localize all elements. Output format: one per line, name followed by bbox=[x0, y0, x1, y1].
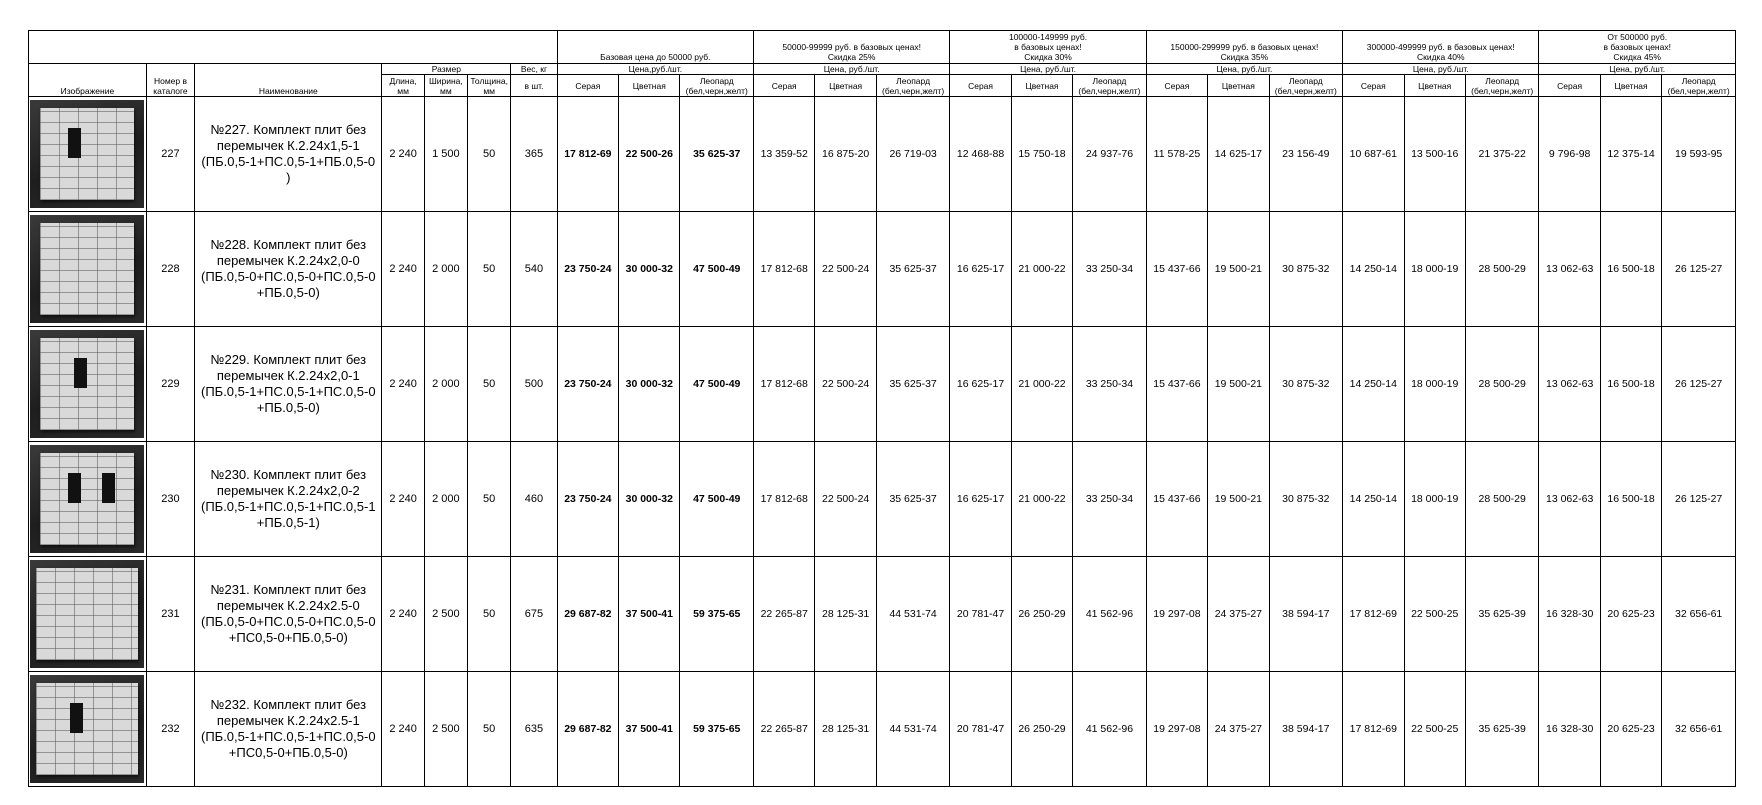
price-cell: 59 375-65 bbox=[680, 672, 754, 787]
product-name: №231. Комплект плит без перемычек К.2.24x2.5-0 (ПБ.0,5-0+ПС.0,5-0+ПС.0,5-0 +ПС0,5-0+ПБ.0,5-0) bbox=[195, 557, 382, 672]
price-cell: 44 531-74 bbox=[876, 557, 950, 672]
product-photo-cell bbox=[29, 557, 147, 672]
catalog-number: 229 bbox=[146, 327, 194, 442]
price-group-header: Базовая цена до 50000 руб. bbox=[557, 31, 753, 64]
price-cell: 41 562-96 bbox=[1073, 557, 1147, 672]
width-value: 1 500 bbox=[424, 97, 467, 212]
catalog-number: 227 bbox=[146, 97, 194, 212]
price-cell: 35 625-37 bbox=[680, 97, 754, 212]
width-value: 2 500 bbox=[424, 672, 467, 787]
price-cell: 22 265-87 bbox=[754, 557, 815, 672]
table-row bbox=[29, 672, 1736, 787]
catalog-number: 228 bbox=[146, 212, 194, 327]
price-cell: 22 500-26 bbox=[619, 97, 680, 212]
price-cell: 15 437-66 bbox=[1146, 442, 1207, 557]
color-header-colored: Цветная bbox=[619, 75, 680, 97]
color-header-grey: Серая bbox=[557, 75, 618, 97]
price-group-header: От 500000 руб. в базовых ценах! Скидка 45% bbox=[1539, 31, 1736, 64]
product-name: №228. Комплект плит без перемычек К.2.24x2,0-0 (ПБ.0,5-0+ПС.0,5-0+ПС.0,5-0 +ПБ.0,5-0) bbox=[195, 212, 382, 327]
catalog-number: 230 bbox=[146, 442, 194, 557]
price-unit-header: Цена, руб./шт. bbox=[1146, 64, 1342, 75]
price-cell: 24 937-76 bbox=[1073, 97, 1147, 212]
price-cell: 21 000-22 bbox=[1011, 327, 1072, 442]
price-cell: 16 328-30 bbox=[1539, 557, 1600, 672]
header-size: Размер bbox=[382, 64, 511, 75]
color-header-colored: Цветная bbox=[1404, 75, 1465, 97]
width-value: 2 000 bbox=[424, 327, 467, 442]
header-name: Наименование bbox=[195, 64, 382, 97]
price-cell: 13 062-63 bbox=[1539, 442, 1600, 557]
price-cell: 20 625-23 bbox=[1600, 557, 1661, 672]
price-cell: 21 375-22 bbox=[1465, 97, 1539, 212]
price-cell: 38 594-17 bbox=[1269, 557, 1343, 672]
table-row bbox=[29, 442, 1736, 557]
price-unit-header: Цена, руб./шт. bbox=[950, 64, 1146, 75]
price-cell: 35 625-39 bbox=[1465, 672, 1539, 787]
thickness-value: 50 bbox=[468, 212, 511, 327]
product-photo-cell bbox=[29, 672, 147, 787]
weight-value: 635 bbox=[511, 672, 557, 787]
thickness-value: 50 bbox=[468, 672, 511, 787]
price-cell: 28 125-31 bbox=[815, 672, 876, 787]
price-cell: 26 719-03 bbox=[876, 97, 950, 212]
price-cell: 30 000-32 bbox=[619, 327, 680, 442]
price-cell: 16 500-18 bbox=[1600, 212, 1661, 327]
product-name: №229. Комплект плит без перемычек К.2.24x2,0-1 (ПБ.0,5-1+ПС.0,5-1+ПС.0,5-0 +ПБ.0,5-0) bbox=[195, 327, 382, 442]
price-unit-header: Цена, руб./шт. bbox=[754, 64, 950, 75]
color-header-leopard: Леопард (бел,черн,желт) bbox=[876, 75, 950, 97]
table-row bbox=[29, 327, 1736, 442]
product-name: №232. Комплект плит без перемычек К.2.24x2.5-1 (ПБ.0,5-1+ПС.0,5-1+ПС.0,5-0 +ПС0,5-0+ПБ.0,5-0) bbox=[195, 672, 382, 787]
price-cell: 32 656-61 bbox=[1662, 672, 1736, 787]
price-cell: 35 625-37 bbox=[876, 212, 950, 327]
color-header-colored: Цветная bbox=[1011, 75, 1072, 97]
price-cell: 41 562-96 bbox=[1073, 672, 1147, 787]
thickness-value: 50 bbox=[468, 557, 511, 672]
price-cell: 20 625-23 bbox=[1600, 672, 1661, 787]
price-group-header: 100000-149999 руб. в базовых ценах! Скидка 30% bbox=[950, 31, 1146, 64]
color-header-leopard: Леопард (бел,черн,желт) bbox=[1662, 75, 1736, 97]
thickness-value: 50 bbox=[468, 97, 511, 212]
price-cell: 29 687-82 bbox=[557, 672, 618, 787]
price-cell: 19 500-21 bbox=[1208, 442, 1269, 557]
product-photo bbox=[30, 100, 144, 208]
price-cell: 37 500-41 bbox=[619, 557, 680, 672]
price-cell: 19 593-95 bbox=[1662, 97, 1736, 212]
price-cell: 16 500-18 bbox=[1600, 327, 1661, 442]
price-cell: 35 625-37 bbox=[876, 327, 950, 442]
price-cell: 35 625-37 bbox=[876, 442, 950, 557]
product-photo bbox=[30, 330, 144, 438]
price-cell: 24 375-27 bbox=[1208, 672, 1269, 787]
price-cell: 14 250-14 bbox=[1343, 212, 1404, 327]
color-header-colored: Цветная bbox=[1600, 75, 1661, 97]
table-row bbox=[29, 212, 1736, 327]
price-cell: 16 625-17 bbox=[950, 442, 1011, 557]
price-cell: 19 500-21 bbox=[1208, 212, 1269, 327]
price-cell: 29 687-82 bbox=[557, 557, 618, 672]
width-value: 2 000 bbox=[424, 442, 467, 557]
length-value: 2 240 bbox=[382, 327, 424, 442]
price-cell: 30 000-32 bbox=[619, 442, 680, 557]
price-cell: 13 500-16 bbox=[1404, 97, 1465, 212]
product-photo-cell bbox=[29, 442, 147, 557]
price-cell: 20 781-47 bbox=[950, 557, 1011, 672]
price-cell: 15 437-66 bbox=[1146, 212, 1207, 327]
price-cell: 26 125-27 bbox=[1662, 212, 1736, 327]
price-unit-header: Цена,руб./шт. bbox=[557, 64, 753, 75]
header-width: Ширина, мм bbox=[424, 75, 467, 97]
price-cell: 19 500-21 bbox=[1208, 327, 1269, 442]
color-header-leopard: Леопард (бел,черн,желт) bbox=[1073, 75, 1147, 97]
price-cell: 14 625-17 bbox=[1208, 97, 1269, 212]
width-value: 2 000 bbox=[424, 212, 467, 327]
price-cell: 18 000-19 bbox=[1404, 442, 1465, 557]
price-cell: 17 812-68 bbox=[754, 212, 815, 327]
price-cell: 18 000-19 bbox=[1404, 212, 1465, 327]
price-cell: 16 625-17 bbox=[950, 212, 1011, 327]
length-value: 2 240 bbox=[382, 672, 424, 787]
price-cell: 15 750-18 bbox=[1011, 97, 1072, 212]
price-cell: 22 500-25 bbox=[1404, 672, 1465, 787]
price-cell: 13 062-63 bbox=[1539, 327, 1600, 442]
color-header-grey: Серая bbox=[1146, 75, 1207, 97]
price-cell: 17 812-69 bbox=[557, 97, 618, 212]
weight-value: 500 bbox=[511, 327, 557, 442]
price-cell: 26 125-27 bbox=[1662, 442, 1736, 557]
weight-value: 460 bbox=[511, 442, 557, 557]
header-weight-unit: в шт. bbox=[511, 75, 557, 97]
color-header-grey: Серая bbox=[754, 75, 815, 97]
price-cell: 30 875-32 bbox=[1269, 442, 1343, 557]
price-cell: 26 250-29 bbox=[1011, 557, 1072, 672]
price-cell: 28 500-29 bbox=[1465, 442, 1539, 557]
thickness-value: 50 bbox=[468, 327, 511, 442]
weight-value: 675 bbox=[511, 557, 557, 672]
price-cell: 16 500-18 bbox=[1600, 442, 1661, 557]
product-photo-cell bbox=[29, 212, 147, 327]
price-cell: 21 000-22 bbox=[1011, 212, 1072, 327]
catalog-number: 231 bbox=[146, 557, 194, 672]
price-cell: 38 594-17 bbox=[1269, 672, 1343, 787]
product-photo bbox=[30, 675, 144, 783]
price-cell: 23 156-49 bbox=[1269, 97, 1343, 212]
header-length: Длина, мм bbox=[382, 75, 424, 97]
price-cell: 19 297-08 bbox=[1146, 672, 1207, 787]
price-cell: 32 656-61 bbox=[1662, 557, 1736, 672]
price-cell: 33 250-34 bbox=[1073, 212, 1147, 327]
price-cell: 16 328-30 bbox=[1539, 672, 1600, 787]
price-cell: 47 500-49 bbox=[680, 212, 754, 327]
price-cell: 13 359-52 bbox=[754, 97, 815, 212]
color-header-colored: Цветная bbox=[815, 75, 876, 97]
price-cell: 22 265-87 bbox=[754, 672, 815, 787]
product-photo bbox=[30, 215, 144, 323]
product-name: №230. Комплект плит без перемычек К.2.24x2,0-2 (ПБ.0,5-1+ПС.0,5-1+ПС.0,5-1 +ПБ.0,5-1) bbox=[195, 442, 382, 557]
price-cell: 21 000-22 bbox=[1011, 442, 1072, 557]
price-cell: 17 812-69 bbox=[1343, 672, 1404, 787]
color-header-leopard: Леопард (бел,черн,желт) bbox=[680, 75, 754, 97]
price-cell: 10 687-61 bbox=[1343, 97, 1404, 212]
length-value: 2 240 bbox=[382, 442, 424, 557]
price-table bbox=[28, 30, 1736, 787]
price-cell: 33 250-34 bbox=[1073, 327, 1147, 442]
header-image: Изображение bbox=[29, 64, 147, 97]
price-cell: 22 500-24 bbox=[815, 212, 876, 327]
price-cell: 28 125-31 bbox=[815, 557, 876, 672]
price-cell: 22 500-24 bbox=[815, 327, 876, 442]
price-cell: 23 750-24 bbox=[557, 327, 618, 442]
product-photo bbox=[30, 560, 144, 668]
price-cell: 20 781-47 bbox=[950, 672, 1011, 787]
price-cell: 15 437-66 bbox=[1146, 327, 1207, 442]
price-cell: 35 625-39 bbox=[1465, 557, 1539, 672]
price-cell: 14 250-14 bbox=[1343, 442, 1404, 557]
product-name: №227. Комплект плит без перемычек К.2.24x1,5-1 (ПБ.0,5-1+ПС.0,5-1+ПБ.0,5-0 ) bbox=[195, 97, 382, 212]
length-value: 2 240 bbox=[382, 557, 424, 672]
price-cell: 59 375-65 bbox=[680, 557, 754, 672]
weight-value: 540 bbox=[511, 212, 557, 327]
length-value: 2 240 bbox=[382, 212, 424, 327]
price-cell: 16 875-20 bbox=[815, 97, 876, 212]
price-cell: 23 750-24 bbox=[557, 212, 618, 327]
color-header-leopard: Леопард (бел,черн,желт) bbox=[1269, 75, 1343, 97]
price-cell: 12 468-88 bbox=[950, 97, 1011, 212]
price-cell: 13 062-63 bbox=[1539, 212, 1600, 327]
thickness-value: 50 bbox=[468, 442, 511, 557]
price-cell: 30 875-32 bbox=[1269, 327, 1343, 442]
price-group-header: 150000-299999 руб. в базовых ценах! Скидка 35% bbox=[1146, 31, 1342, 64]
price-cell: 28 500-29 bbox=[1465, 212, 1539, 327]
price-cell: 17 812-69 bbox=[1343, 557, 1404, 672]
product-photo bbox=[30, 445, 144, 553]
header-thickness: Толщина, мм bbox=[468, 75, 511, 97]
price-group-header: 50000-99999 руб. в базовых ценах! Скидка 25% bbox=[754, 31, 950, 64]
price-cell: 26 250-29 bbox=[1011, 672, 1072, 787]
price-cell: 14 250-14 bbox=[1343, 327, 1404, 442]
price-cell: 22 500-25 bbox=[1404, 557, 1465, 672]
price-cell: 16 625-17 bbox=[950, 327, 1011, 442]
price-cell: 47 500-49 bbox=[680, 442, 754, 557]
price-cell: 26 125-27 bbox=[1662, 327, 1736, 442]
price-cell: 30 875-32 bbox=[1269, 212, 1343, 327]
weight-value: 365 bbox=[511, 97, 557, 212]
price-cell: 17 812-68 bbox=[754, 327, 815, 442]
table-row bbox=[29, 557, 1736, 672]
price-cell: 30 000-32 bbox=[619, 212, 680, 327]
price-cell: 12 375-14 bbox=[1600, 97, 1661, 212]
length-value: 2 240 bbox=[382, 97, 424, 212]
price-cell: 33 250-34 bbox=[1073, 442, 1147, 557]
header-blank bbox=[29, 31, 558, 64]
price-cell: 44 531-74 bbox=[876, 672, 950, 787]
price-cell: 28 500-29 bbox=[1465, 327, 1539, 442]
price-cell: 22 500-24 bbox=[815, 442, 876, 557]
price-group-header: 300000-499999 руб. в базовых ценах! Скидка 40% bbox=[1343, 31, 1539, 64]
color-header-leopard: Леопард (бел,черн,желт) bbox=[1465, 75, 1539, 97]
price-cell: 47 500-49 bbox=[680, 327, 754, 442]
header-weight: Вес, кг bbox=[511, 64, 557, 75]
price-cell: 11 578-25 bbox=[1146, 97, 1207, 212]
color-header-grey: Серая bbox=[950, 75, 1011, 97]
width-value: 2 500 bbox=[424, 557, 467, 672]
price-cell: 9 796-98 bbox=[1539, 97, 1600, 212]
price-unit-header: Цена, руб./шт. bbox=[1539, 64, 1736, 75]
price-unit-header: Цена, руб./шт. bbox=[1343, 64, 1539, 75]
price-cell: 19 297-08 bbox=[1146, 557, 1207, 672]
price-cell: 17 812-68 bbox=[754, 442, 815, 557]
product-photo-cell bbox=[29, 327, 147, 442]
color-header-grey: Серая bbox=[1343, 75, 1404, 97]
price-cell: 23 750-24 bbox=[557, 442, 618, 557]
price-cell: 37 500-41 bbox=[619, 672, 680, 787]
color-header-grey: Серая bbox=[1539, 75, 1600, 97]
price-list-sheet bbox=[28, 30, 1736, 787]
product-photo-cell bbox=[29, 97, 147, 212]
catalog-number: 232 bbox=[146, 672, 194, 787]
table-row bbox=[29, 97, 1736, 212]
price-cell: 18 000-19 bbox=[1404, 327, 1465, 442]
color-header-colored: Цветная bbox=[1208, 75, 1269, 97]
header-catalog: Номер в каталоге bbox=[146, 64, 194, 97]
price-cell: 24 375-27 bbox=[1208, 557, 1269, 672]
